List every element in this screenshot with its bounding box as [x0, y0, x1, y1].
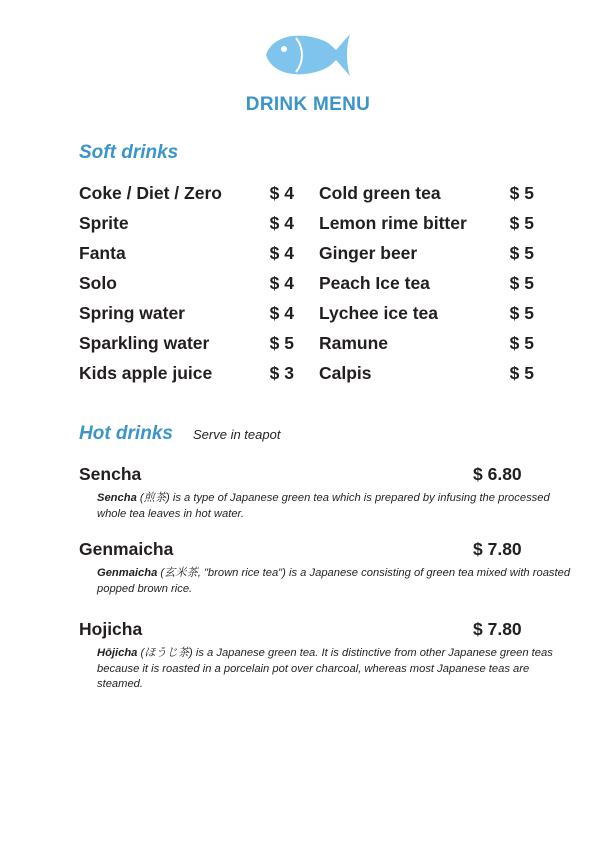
- item-price: $ 4: [269, 243, 294, 263]
- item-name: Peach Ice tea: [319, 273, 430, 293]
- item-description: [97, 566, 572, 597]
- item-name: Lemon rime bitter: [319, 213, 467, 233]
- item-price: $ 4: [269, 273, 294, 293]
- menu-item: [79, 183, 294, 213]
- item-price: $ 6.80: [473, 464, 522, 484]
- description-text: (玄米茶, "brown rice tea") is a Japanese consisting of green tea mixed with roasted popped brown rice.: [97, 567, 571, 595]
- item-price: $ 5: [509, 333, 534, 353]
- item-name: Cold green tea: [319, 183, 441, 203]
- item-price: $ 5: [509, 303, 534, 323]
- menu-item: [79, 303, 294, 333]
- hot-drinks-heading: Hot drinks: [79, 423, 173, 444]
- item-price: $ 5: [509, 273, 534, 293]
- soft-drinks-heading: Soft drinks: [79, 142, 179, 163]
- item-price: $ 5: [509, 243, 534, 263]
- item-price: $ 4: [269, 213, 294, 233]
- item-name: Lychee ice tea: [319, 303, 439, 323]
- item-name: Hojicha: [79, 619, 143, 639]
- menu-item: [79, 213, 294, 243]
- item-name: Ramune: [319, 333, 389, 353]
- item-price: $ 7.80: [473, 539, 522, 559]
- soft-drinks-left-column: [79, 183, 294, 393]
- menu-item: [79, 273, 294, 303]
- item-name: Coke / Diet / Zero: [79, 183, 222, 203]
- menu-item: [79, 363, 294, 393]
- item-name: Fanta: [79, 243, 126, 263]
- menu-item: [319, 333, 534, 363]
- item-price: $ 4: [269, 303, 294, 323]
- description-term: Genmaicha: [97, 567, 158, 579]
- item-name: Sparkling water: [79, 333, 210, 353]
- fish-icon: [264, 30, 354, 80]
- item-price: $ 5: [509, 183, 534, 203]
- item-price: $ 4: [269, 183, 294, 203]
- item-description: [97, 646, 572, 693]
- item-name: Sprite: [79, 213, 129, 233]
- menu-item: [79, 333, 294, 363]
- menu-item: [319, 183, 534, 213]
- description-term: Hōjicha: [97, 647, 138, 659]
- item-name: Kids apple juice: [79, 363, 213, 383]
- description-text: (煎茶) is a type of Japanese green tea which is prepared by infusing the processed whole tea leaves in hot water.: [97, 492, 550, 520]
- hot-drinks-note: Serve in teapot: [193, 427, 281, 442]
- item-price: $ 5: [269, 333, 294, 353]
- item-name: Genmaicha: [79, 539, 174, 559]
- menu-item: [319, 363, 534, 393]
- description-term: Sencha: [97, 492, 137, 504]
- menu-item: [319, 303, 534, 333]
- item-name: Ginger beer: [319, 243, 418, 263]
- item-price: $ 5: [509, 363, 534, 383]
- page-title: DRINK MENU: [245, 94, 371, 115]
- menu-item: [319, 213, 534, 243]
- item-name: Solo: [79, 273, 117, 293]
- item-price: $ 3: [269, 363, 294, 383]
- menu-item: [319, 273, 534, 303]
- menu-item: [79, 243, 294, 273]
- item-price: $ 7.80: [473, 619, 522, 639]
- soft-drinks-right-column: [319, 183, 534, 393]
- item-name: Calpis: [319, 363, 372, 383]
- item-description: [97, 491, 572, 522]
- menu-item: [319, 243, 534, 273]
- item-name: Sencha: [79, 464, 142, 484]
- item-name: Spring water: [79, 303, 185, 323]
- item-price: $ 5: [509, 213, 534, 233]
- description-text: (ほうじ茶) is a Japanese green tea. It is distinctive from other Japanese green teas because it is roasted in a porcelain pot over charcoal, whereas most Japanese teas are steamed.: [97, 647, 553, 690]
